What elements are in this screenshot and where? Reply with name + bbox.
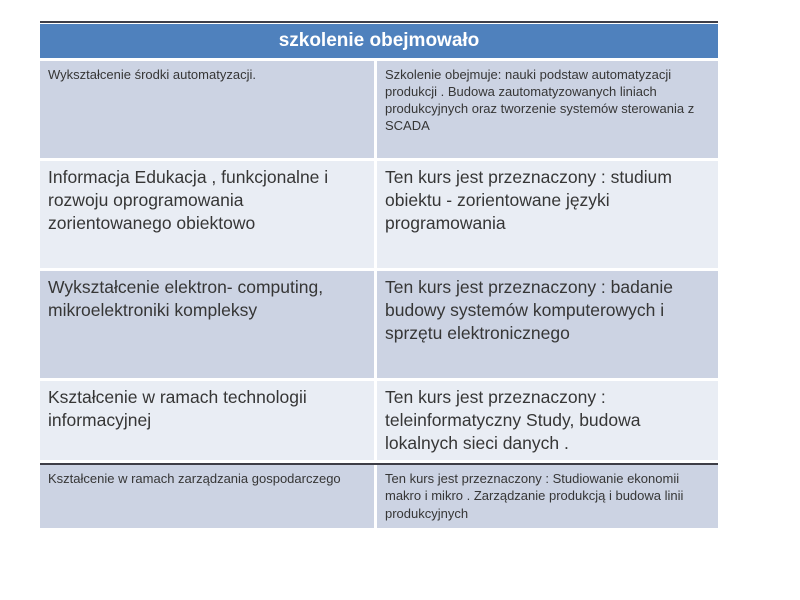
cell-description: Ten kurs jest przeznaczony : teleinformatyczny Study, budowa lokalnych sieci danych . (377, 381, 718, 460)
cell-subject: Kształcenie w ramach zarządzania gospodarczego (40, 465, 374, 528)
table-row (40, 465, 718, 528)
table-top-border (40, 21, 718, 23)
cell-description: Ten kurs jest przeznaczony : studium obiektu - zorientowane języki programowania (377, 161, 718, 268)
cell-description: Szkolenie obejmuje: nauki podstaw automatyzacji produkcji . Budowa zautomatyzowanych liniach produkcyjnych oraz tworzenie systemów sterowania z SCADA (377, 61, 718, 158)
cell-subject: Wykształcenie elektron- computing, mikroelektroniki kompleksy (40, 271, 374, 378)
table-row (40, 271, 718, 378)
cell-description: Ten kurs jest przeznaczony : badanie budowy systemów komputerowych i sprzętu elektronicznego (377, 271, 718, 378)
cell-subject: Wykształcenie środki automatyzacji. (40, 61, 374, 158)
table-header: szkolenie obejmowało (40, 24, 718, 58)
table-row (40, 381, 718, 460)
table-row (40, 61, 718, 158)
training-table (40, 21, 718, 528)
cell-description: Ten kurs jest przeznaczony : Studiowanie ekonomii makro i mikro . Zarządzanie produkcją i budowa linii produkcyjnych (377, 465, 718, 528)
cell-subject: Kształcenie w ramach technologii informacyjnej (40, 381, 374, 460)
cell-subject: Informacja Edukacja , funkcjonalne i rozwoju oprogramowania zorientowanego obiektowo (40, 161, 374, 268)
table-row (40, 161, 718, 268)
